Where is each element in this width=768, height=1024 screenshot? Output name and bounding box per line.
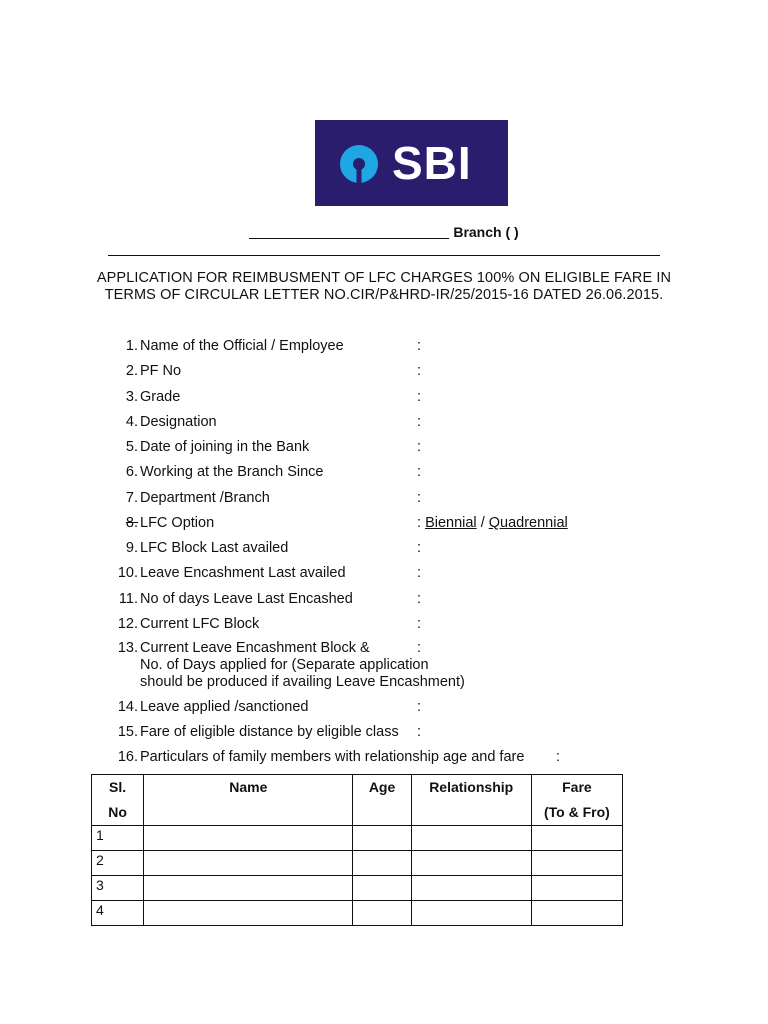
- option-separator: /: [480, 515, 485, 531]
- cell-relationship[interactable]: [411, 826, 531, 851]
- field-number: 4.: [125, 414, 138, 430]
- table-row: [92, 876, 623, 901]
- col-header-relationship: Relationship: [411, 775, 531, 826]
- col-header-sl-no: Sl. No: [92, 775, 144, 826]
- field-label: Department /Branch: [140, 490, 270, 506]
- field-label: Name of the Official / Employee: [140, 338, 344, 354]
- field-label: Working at the Branch Since: [140, 464, 324, 480]
- form-title: APPLICATION FOR REIMBUSMENT OF LFC CHARGES 100% ON ELIGIBLE FARE IN TERMS OF CIRCULAR LETTER NO.CIR/P&HRD-IR/25/2015-16 DATED 26.06.2015.: [96, 270, 672, 303]
- cell-fare[interactable]: [531, 851, 622, 876]
- cell-name[interactable]: [144, 851, 353, 876]
- cell-fare[interactable]: [531, 826, 622, 851]
- field-number: 1.: [125, 338, 138, 354]
- cell-sl-no: 1: [92, 826, 144, 851]
- branch-label: Branch ( ): [453, 224, 519, 240]
- family-members-table: [91, 774, 623, 926]
- field-colon: :: [417, 464, 422, 480]
- field-label: Leave applied /sanctioned: [140, 699, 309, 715]
- field-number: 10.: [117, 565, 138, 581]
- col-header-fare: Fare (To & Fro): [531, 775, 622, 826]
- branch-line: [0, 224, 768, 240]
- field-label: Designation: [140, 414, 217, 430]
- table-row: [92, 826, 623, 851]
- field-number: 3.: [125, 389, 138, 405]
- field-colon: :: [417, 699, 422, 715]
- cell-name[interactable]: [144, 901, 353, 926]
- field-label: LFC Block Last availed: [140, 540, 289, 556]
- table-row: [92, 901, 623, 926]
- field-colon: :: [417, 565, 422, 581]
- cell-age[interactable]: [353, 851, 411, 876]
- sbi-keyhole-icon: [337, 142, 381, 186]
- header-divider: [108, 255, 660, 256]
- field-colon: :: [417, 363, 422, 379]
- field-label: Current LFC Block: [140, 616, 260, 632]
- field-label: No of days Leave Last Encashed: [140, 591, 353, 607]
- field-number: 15.: [117, 724, 138, 740]
- field-number: 6.: [125, 464, 138, 480]
- field-label-line2: No. of Days applied for (Separate application: [140, 657, 429, 673]
- field-colon: :: [417, 515, 422, 531]
- cell-relationship[interactable]: [411, 901, 531, 926]
- field-label: Fare of eligible distance by eligible class: [140, 724, 399, 740]
- field-colon: :: [417, 540, 422, 556]
- field-colon: :: [417, 338, 422, 354]
- col-header-age: Age: [353, 775, 411, 826]
- table-row: [92, 851, 623, 876]
- cell-name[interactable]: [144, 826, 353, 851]
- col-header-name: Name: [144, 775, 353, 826]
- field-colon: :: [417, 591, 422, 607]
- field-label-line3: should be produced if availing Leave Encashment): [140, 674, 465, 690]
- cell-sl-no: 2: [92, 851, 144, 876]
- sbi-logo: [315, 120, 508, 206]
- field-number: 2.: [125, 363, 138, 379]
- field-colon: :: [417, 616, 422, 632]
- cell-age[interactable]: [353, 826, 411, 851]
- field-colon: :: [417, 490, 422, 506]
- cell-age[interactable]: [353, 901, 411, 926]
- field-colon: :: [417, 389, 422, 405]
- branch-name-blank[interactable]: [249, 224, 449, 239]
- field-label: Date of joining in the Bank: [140, 439, 310, 455]
- field-colon: :: [417, 640, 422, 656]
- option-biennial[interactable]: Biennial: [425, 515, 477, 531]
- field-colon: :: [417, 439, 422, 455]
- field-label: PF No: [140, 363, 182, 379]
- cell-age[interactable]: [353, 876, 411, 901]
- cell-name[interactable]: [144, 876, 353, 901]
- sbi-logo-text: SBI: [392, 137, 472, 189]
- field-number: 9.: [125, 540, 138, 556]
- cell-sl-no: 4: [92, 901, 144, 926]
- field-number: 16.: [117, 749, 138, 765]
- cell-relationship[interactable]: [411, 851, 531, 876]
- cell-relationship[interactable]: [411, 876, 531, 901]
- table-header-row: [92, 775, 623, 826]
- cell-sl-no: 3: [92, 876, 144, 901]
- field-label: Current Leave Encashment Block &: [140, 640, 370, 656]
- field-number: 8.: [125, 515, 138, 531]
- field-label: Leave Encashment Last availed: [140, 565, 346, 581]
- field-number: 7.: [125, 490, 138, 506]
- cell-fare[interactable]: [531, 876, 622, 901]
- field-number: 5.: [125, 439, 138, 455]
- field-number: 13.: [117, 640, 138, 656]
- field-number: 12.: [117, 616, 138, 632]
- field-label: Particulars of family members with relationship age and fare: [140, 749, 525, 765]
- lfc-option-values: [417, 515, 568, 532]
- field-number: 14.: [117, 699, 138, 715]
- option-quadrennial[interactable]: Quadrennial: [488, 515, 568, 531]
- field-label: LFC Option: [140, 515, 215, 531]
- field-number: 11.: [118, 591, 138, 607]
- field-colon: :: [556, 749, 561, 765]
- cell-fare[interactable]: [531, 901, 622, 926]
- field-colon: :: [417, 724, 422, 740]
- field-colon: :: [417, 414, 422, 430]
- field-label: Grade: [140, 389, 181, 405]
